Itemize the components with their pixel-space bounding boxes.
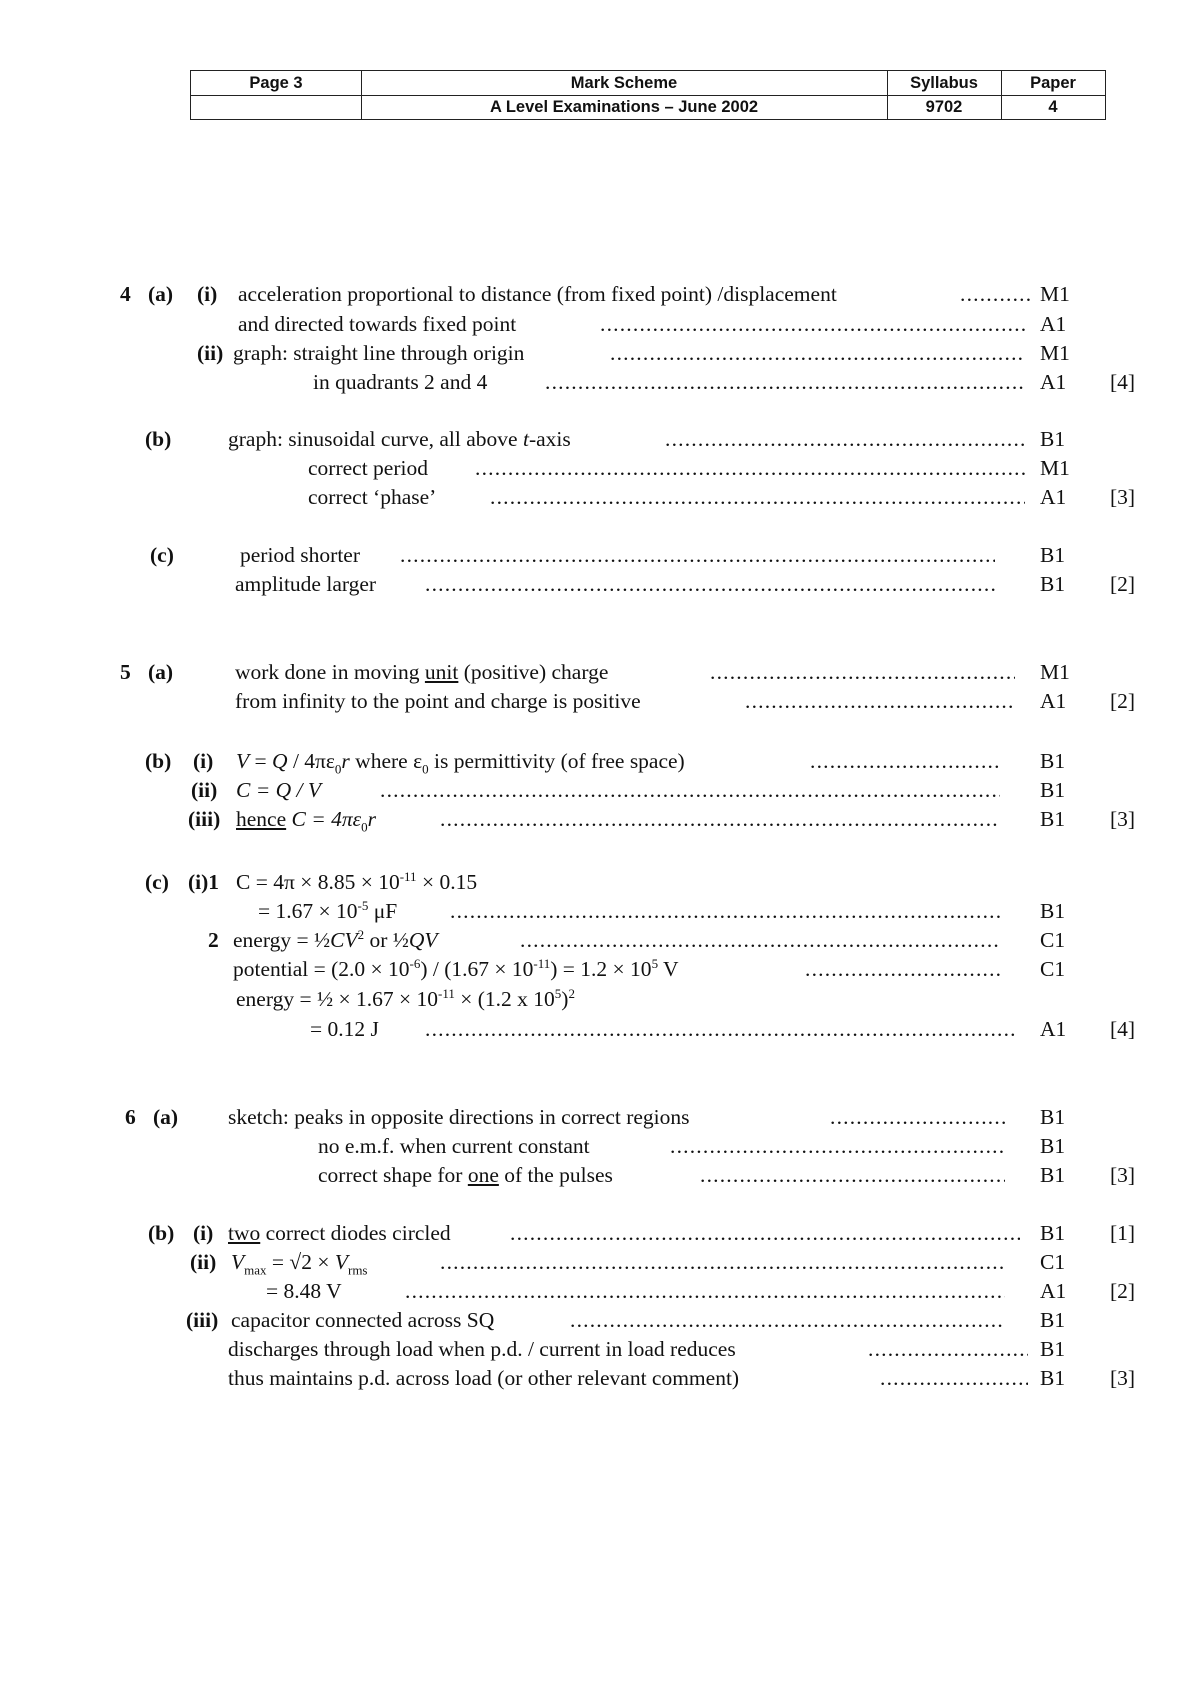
answer-text: correct period: [308, 456, 428, 480]
subpart-label: (ii): [197, 341, 224, 365]
q4-a-i-line1: [0, 280, 1190, 308]
mark-total: [2]: [1110, 572, 1136, 596]
answer-text: hence $C = 4\pi\varepsilon_0r$: [236, 807, 376, 835]
mark-code: A1: [1040, 370, 1067, 394]
q4-b-line2: [0, 454, 1190, 482]
mark-code: B1: [1040, 899, 1066, 923]
mark-code: M1: [1040, 341, 1070, 365]
mark-total: [1]: [1110, 1221, 1136, 1245]
mark-total: [2]: [1110, 689, 1136, 713]
mark-total: [3]: [1110, 1163, 1136, 1187]
mark-total: [3]: [1110, 1366, 1136, 1390]
mark-code: A1: [1040, 1279, 1067, 1303]
mark-code: B1: [1040, 572, 1066, 596]
q6-a-line1: [0, 1103, 1190, 1131]
answer-text: energy = ½ × $1.67 \times 10^{-11} \times (1.2$ x $10^5)^2$: [236, 985, 575, 1011]
q6-a-line2: [0, 1132, 1190, 1160]
q5-b-ii: [0, 776, 1190, 804]
mark-code: B1: [1040, 807, 1066, 831]
answer-text: sketch: peaks in opposite directions in correct regions: [228, 1105, 690, 1129]
mark-total: [4]: [1110, 1017, 1136, 1041]
q4-a-i-line2: [0, 310, 1190, 338]
mark-code: A1: [1040, 1017, 1067, 1041]
mark-total: [3]: [1110, 485, 1136, 509]
mark-code: B1: [1040, 778, 1066, 802]
answer-text: correct ‘phase’: [308, 485, 437, 509]
q6-b-ii-line1: [0, 1248, 1190, 1276]
mark-total: [2]: [1110, 1279, 1136, 1303]
answer-text: = 8.48 V: [266, 1279, 342, 1303]
answer-text: $V_{max} = √2 \times V_{rms}$: [231, 1250, 368, 1278]
q5-c-2-line3: [0, 985, 1190, 1013]
mark-code: B1: [1040, 749, 1066, 773]
part-label: (a): [153, 1105, 179, 1129]
subpart-label: (ii): [191, 778, 218, 802]
q5-c-2-line2: [0, 955, 1190, 983]
header-paper-label: Paper: [1030, 73, 1076, 92]
answer-text: and directed towards fixed point: [238, 312, 517, 336]
header-exam: A Level Examinations – June 2002: [489, 97, 759, 116]
mark-total: [4]: [1110, 370, 1136, 394]
answer-text: = $1.67 \times 10^{-5}$ μF: [258, 897, 398, 923]
mark-code: M1: [1040, 456, 1070, 480]
q6-b-iii-line2: [0, 1335, 1190, 1363]
answer-text: two correct diodes circled: [228, 1221, 451, 1245]
part-label: (b): [145, 427, 172, 451]
q5-c-2-line4: [0, 1015, 1190, 1043]
mark-code: A1: [1040, 485, 1067, 509]
part-label: (c): [150, 543, 174, 567]
q6-b-ii-line2: [0, 1277, 1190, 1305]
q6-b-iii-line1: [0, 1306, 1190, 1334]
answer-text: = 0.12 J: [310, 1017, 379, 1041]
part-label: (a): [148, 660, 174, 684]
mark-code: A1: [1040, 689, 1067, 713]
q6-a-line3: [0, 1161, 1190, 1189]
mark-code: B1: [1040, 1134, 1066, 1158]
answer-text: from infinity to the point and charge is positive: [235, 689, 641, 713]
mark-code: B1: [1040, 427, 1066, 451]
mark-total: [3]: [1110, 807, 1136, 831]
mark-code: C1: [1040, 928, 1066, 952]
part-label: (b): [148, 1221, 175, 1245]
answer-text: $C = 4\pi \times 8.85 \times 10^{-11} \times 0.15$: [236, 868, 478, 894]
mark-code: M1: [1040, 282, 1070, 306]
subpart-label: (i): [197, 282, 218, 306]
mark-code: B1: [1040, 1221, 1066, 1245]
answer-text: potential = $(2.0 \times 10^{-6}) / (1.67 \times 10^{-11}) = 1.2 \times 10^5$ V: [233, 955, 679, 981]
q5-c-i-line2: [0, 897, 1190, 925]
mark-code: C1: [1040, 957, 1066, 981]
q5-a-line2: [0, 687, 1190, 715]
mark-code: C1: [1040, 1250, 1066, 1274]
q5-b-i: [0, 747, 1190, 775]
q5-b-iii: [0, 805, 1190, 833]
mark-code: B1: [1040, 1105, 1066, 1129]
subpart-label: (ii): [190, 1250, 217, 1274]
answer-text: correct shape for one of the pulses: [318, 1163, 613, 1187]
answer-text: thus maintains p.d. across load (or other relevant comment): [228, 1366, 740, 1390]
mark-code: M1: [1040, 660, 1070, 684]
answer-text: energy = $\frac{1}{2}CV^2$ or ½QV: [233, 926, 438, 952]
answer-text: period shorter: [240, 543, 361, 567]
subpart-label: (i): [193, 749, 214, 773]
q4-c-line1: [0, 541, 1190, 569]
question-number: 5: [120, 660, 131, 684]
answer-text: amplitude larger: [235, 572, 377, 596]
header-table: [190, 70, 1106, 120]
question-number: 6: [125, 1105, 136, 1129]
q4-a-ii-line2: [0, 368, 1190, 396]
answer-text: C = Q / V: [236, 778, 321, 802]
answer-text: acceleration proportional to distance (from fixed point) /displacement: [238, 282, 837, 306]
q5-c-2-line1: [0, 926, 1190, 954]
answer-text: $V = Q / 4\pi\varepsilon_0r$ where $\varepsilon_0$ is permittivity (of free space): [236, 749, 685, 777]
header-page: Page 3: [249, 73, 303, 92]
mark-code: B1: [1040, 543, 1066, 567]
answer-text: in quadrants 2 and 4: [313, 370, 488, 394]
mark-code: B1: [1040, 1366, 1066, 1390]
header-syllabus-value: 9702: [925, 97, 963, 116]
mark-code: B1: [1040, 1337, 1066, 1361]
answer-text: no e.m.f. when current constant: [318, 1134, 590, 1158]
mark-code: B1: [1040, 1308, 1066, 1332]
answer-text: graph: straight line through origin: [233, 341, 525, 365]
answer-text: discharges through load when p.d. / current in load reduces: [228, 1337, 736, 1361]
answer-text: capacitor connected across SQ: [231, 1308, 495, 1332]
q5-c-i-line1: [0, 868, 1190, 896]
q4-b-line1: [0, 425, 1190, 453]
q4-a-ii-line1: [0, 339, 1190, 367]
part-label: (b): [145, 749, 172, 773]
answer-text: graph: sinusoidal curve, all above t-axis: [228, 427, 571, 451]
question-number: 4: [120, 282, 131, 306]
subpart-label: (i): [193, 1221, 214, 1245]
header-syllabus-label: Syllabus: [910, 73, 978, 92]
header-title: Mark Scheme: [570, 73, 678, 92]
mark-code: B1: [1040, 1163, 1066, 1187]
q6-b-i: [0, 1219, 1190, 1247]
q4-b-line3: [0, 483, 1190, 511]
subpart-label: (iii): [186, 1308, 219, 1332]
part-label: (a): [148, 282, 174, 306]
answer-text: work done in moving unit (positive) charge: [235, 660, 609, 684]
q4-c-line2: [0, 570, 1190, 598]
subpart-label: 2: [208, 928, 219, 952]
subpart-label: (i)1: [188, 870, 220, 894]
q6-b-iii-line3: [0, 1364, 1190, 1392]
header-paper-value: 4: [1048, 97, 1058, 116]
q5-a-line1: [0, 658, 1190, 686]
subpart-label: (iii): [188, 807, 221, 831]
mark-code: A1: [1040, 312, 1067, 336]
part-label: (c): [145, 870, 169, 894]
